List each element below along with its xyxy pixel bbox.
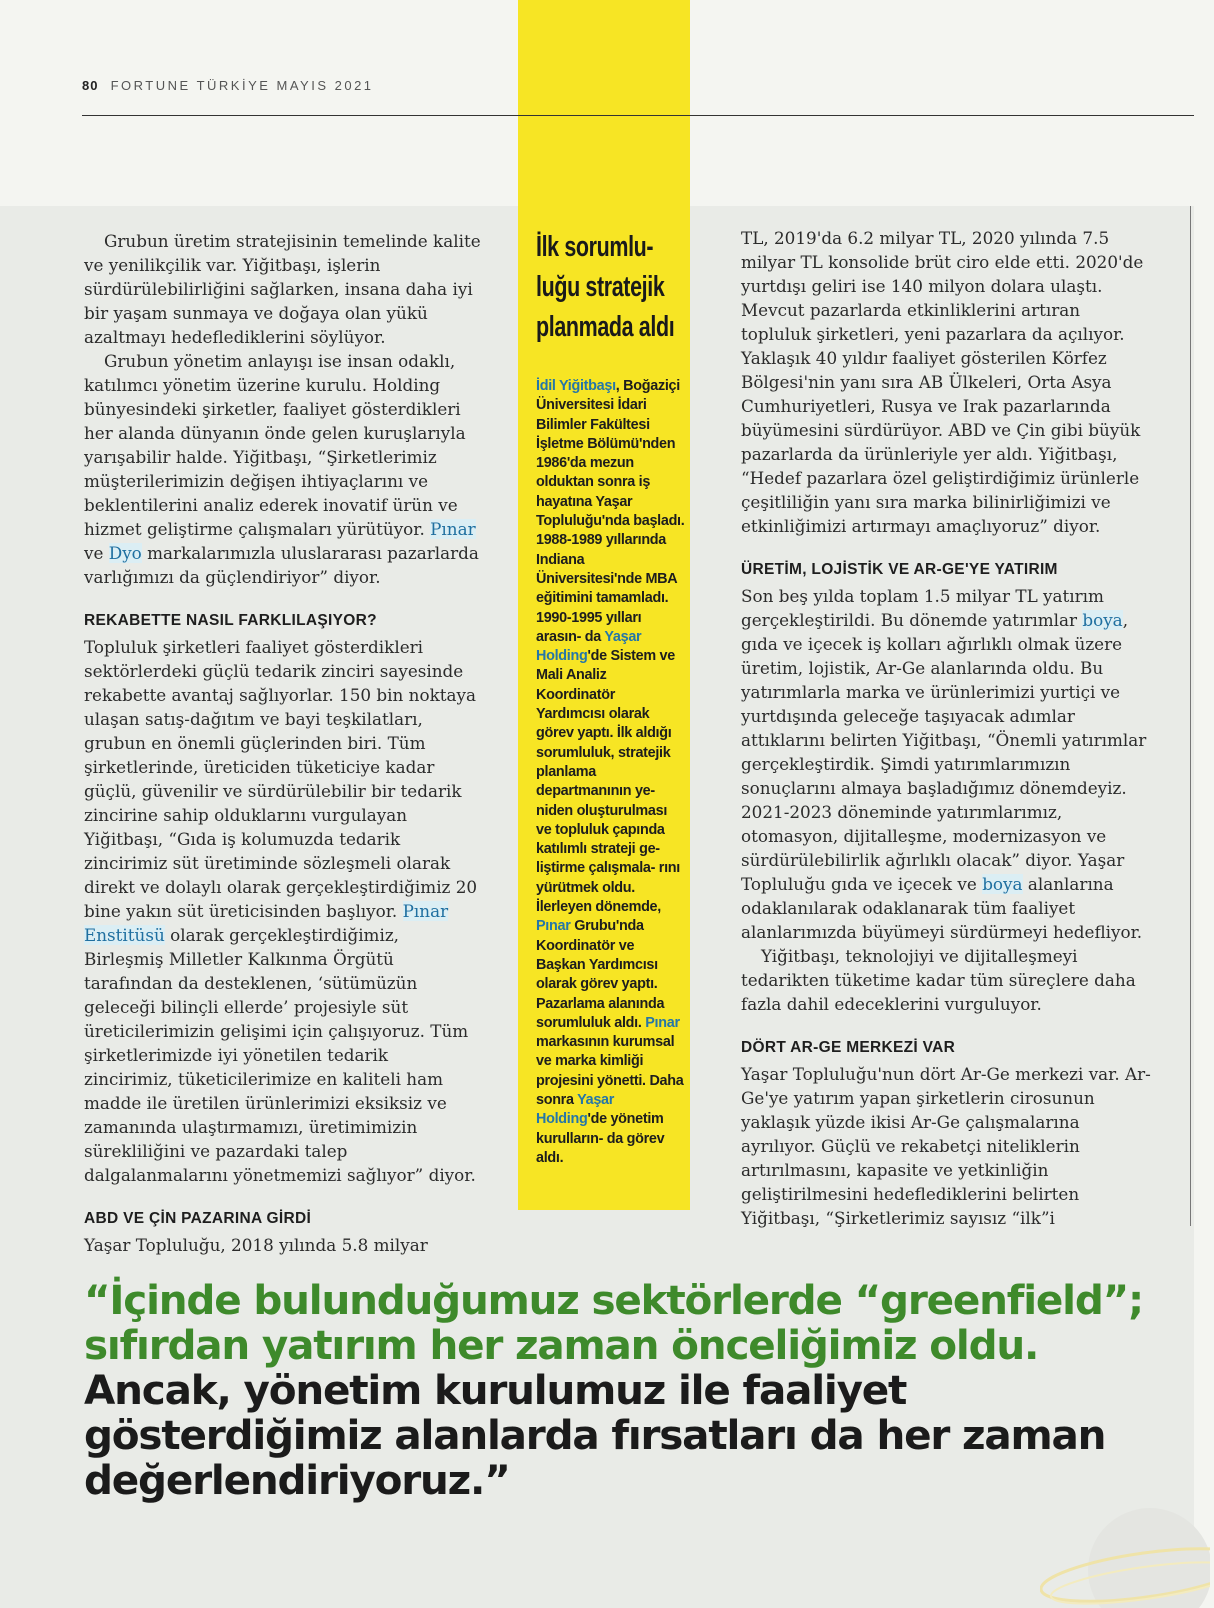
brand-highlight: Pınar bbox=[645, 1014, 680, 1031]
brand-highlight: Dyo bbox=[108, 543, 142, 563]
quote-line-green: sıfırdan yatırım her zaman önceliğimiz oldu. bbox=[84, 1321, 1039, 1369]
left-column bbox=[84, 229, 482, 1257]
section-heading: ÜRETİM, LOJİSTİK VE AR-GE'YE YATIRIM bbox=[741, 561, 1058, 578]
text-run: 'de Sistem ve Mali Analiz Koordinatör Yardımcısı olarak görev yaptı. İlk aldığı sorumluluk, stratejik planlama departmanının ye- niden oluşturulması ve topluluk çapında katılımlı strateji ge- liştirme çalışmala- rını yürütmek oldu. İlerleyen dönemde, bbox=[536, 648, 680, 916]
profile-sidebar bbox=[536, 227, 686, 1168]
running-header bbox=[82, 78, 374, 93]
quote-line: gösterdiğimiz alanlarda fırsatları da her zaman bbox=[84, 1411, 1106, 1459]
sidebar-title-text: İlk sorumlu- luğu stratejik planmada aldı bbox=[536, 231, 675, 343]
text-run: alanlarına odaklanılarak odaklanarak tüm faaliyet alanlarımızda büyümeyi sürdürmeyi hedefliyor. bbox=[741, 874, 1143, 942]
text-run: Grubun yönetim anlayışı ise insan odaklı, katılımcı yönetim üzerine kurulu. Holding bünyesindeki şirketler, faaliyet gösterdikleri her alanda dünyanın önde gelen kuruşlarıyla yarışabilir halde. Yiğitbaşı, “Şirketlerimiz müşterilerimizin değişen ihtiyaçlarını ve beklentilerini analiz ederek inovatif ürün ve hizmet geliştirme çalışmaları yürütüyor. bbox=[84, 351, 466, 539]
text-run: markalarımızla uluslararası pazarlarda varlığımızı da güçlendiriyor” diyor. bbox=[84, 543, 479, 587]
paragraph bbox=[84, 635, 482, 1187]
pull-quote bbox=[84, 1278, 1184, 1503]
brand-highlight: boya bbox=[982, 874, 1023, 894]
person-name: İdil Yiğitbaşı bbox=[536, 378, 616, 394]
sidebar-title bbox=[536, 227, 684, 347]
section-heading: ABD VE ÇİN PAZARINA GİRDİ bbox=[84, 1210, 312, 1227]
text-run: olarak gerçekleştirdiğimiz, Birleşmiş Milletler Kalkınma Örgütü tarafından da desteklenen, ‘sütümüzün geleceği bilinçli ellerde’ projesiyle süt üreticilerimizin gelişimi için çalışıyoruz. Tüm şirketlerimizde iyi yönetilen tedarik zincirimiz, tüketicilerimize en kaliteli ham madde ile üretilen ürünlerimizi eksiksiz ve zamanında ulaştırmamızı, üretimimizin sürekliliğini ve pazardaki talep dalgalanmalarını yönetmemizi sağlıyor” diyor. bbox=[84, 925, 476, 1185]
text-run: 'de yönetim kurulların- da görev aldı. bbox=[536, 1111, 665, 1166]
page-number: 80 bbox=[82, 78, 99, 93]
text-run: , gıda ve içecek iş kolları ağırlıklı olmak üzere üretim, lojistik, Ar-Ge alanlarında oldu. Bu yatırımlarla marka ve ürünlerimizi yurtiçi ve yurtdışında geleceğe taşıyacak adımlar attıklarını belirten Yiğitbaşı, “Önemli yatırımlar gerçekleştirdik. Şimdi yatırımlarımızın sonuçlarını almaya başladığımız dönemdeyiz. 2021-2023 döneminde yatırımlarımız, otomasyon, dijitalleşme, modernizasyon ve sürdürülebilirlik ağırlıklı olacak” diyor. Yaşar Topluluğu gıda ve içecek ve bbox=[741, 610, 1147, 894]
paragraph bbox=[741, 584, 1151, 944]
planet-decoration bbox=[1040, 1465, 1210, 1608]
header-divider bbox=[82, 115, 1194, 116]
paragraph: Grubun üretim stratejisinin temelinde kalite ve yenilikçilik var. Yiğitbaşı, işlerin sürdürülebilirliğini sağlarken, insana daha iyi bir yaşam sunmaya ve doğaya olan yükü azaltmayı hedeflediklerini söylüyor. bbox=[84, 231, 481, 347]
sidebar-body bbox=[536, 377, 686, 1168]
quote-line: Ancak, yönetim kurulumuz ile faaliyet bbox=[84, 1366, 907, 1414]
text-run: markasının kurumsal ve marka kimliği projesini yönetti. Daha sonra bbox=[536, 1034, 684, 1108]
paragraph: Yaşar Topluluğu, 2018 yılında 5.8 milyar bbox=[84, 1235, 428, 1255]
right-column bbox=[741, 226, 1151, 1230]
text-run: Grubu'nda Koordinatör ve Başkan Yardımcısı olarak görev yaptı. Pazarlama alanında sorumluluk aldı. bbox=[536, 918, 665, 1031]
section-heading: DÖRT AR-GE MERKEZİ VAR bbox=[741, 1039, 956, 1056]
brand-highlight: boya bbox=[1082, 610, 1123, 630]
publication-line: FORTUNE TÜRKİYE MAYIS 2021 bbox=[110, 78, 374, 93]
quote-line: değerlendiriyoruz.” bbox=[84, 1456, 510, 1504]
text-run: ve bbox=[84, 543, 109, 563]
paragraph: TL, 2019'da 6.2 milyar TL, 2020 yılında 7.5 milyar TL konsolide brüt ciro elde etti. 2020'de yurtdışı geliri ise 140 milyon dolara ulaştı. Mevcut pazarlarda etkinliklerini artıran topluluk şirketleri, yeni pazarlara da açılıyor. Yaklaşık 40 yıldır faaliyet gösterilen Körfez Bölgesi'nin yanı sıra AB Ülkeleri, Orta Asya Cumhuriyetleri, Rusya ve Irak pazarlarında büyümesini sürdürüyor. ABD ve Çin gibi büyük pazarlarda da ürünleriyle yer aldı. Yiğitbaşı, “Hedef pazarlara özel geliştirdiğimiz ürünlerle çeşitliliğin yanı sıra marka bilinirliğimizi ve etkinliğimizi artırmayı amaçlıyoruz” diyor. bbox=[741, 228, 1144, 536]
brand-highlight: Pınar bbox=[430, 519, 476, 539]
text-run: Son beş yılda toplam 1.5 milyar TL yatırım gerçekleştirildi. Bu dönemde yatırımlar bbox=[741, 586, 1104, 630]
brand-highlight: Pınar Enstitüsü bbox=[84, 901, 449, 945]
text-run: Topluluk şirketleri faaliyet gösterdikleri sektörlerdeki güçlü tedarik zinciri sayesinde rekabette avantaj sağlıyorlar. 150 bin noktaya ulaşan satış-dağıtım ve bayi teşkilatları, grubun en önemli güçlerinden biri. Tüm şirketlerinde, üreticiden tüketiciye kadar güçlü, güvenilir ve sürdürülebilir bir tedarik zincirine sahip olduklarını vurgulayan Yiğitbaşı, “Gıda iş kolumuzda tedarik zincirimiz süt üretiminde sözleşmeli olarak direkt ve dolaylı olarak gerçekleştirdiğimiz 20 bine yakın süt üreticisinden başlıyor. bbox=[84, 637, 478, 921]
brand-highlight: Pınar bbox=[536, 918, 571, 935]
paragraph bbox=[84, 349, 482, 589]
quote-line-green: “İçinde bulunduğumuz sektörlerde “greenfield”; bbox=[84, 1276, 1144, 1324]
section-heading: REKABETTE NASIL FARKLILAŞIYOR? bbox=[84, 612, 377, 629]
brand-highlight: Yaşar Holding bbox=[536, 1091, 615, 1128]
column-rule bbox=[1190, 206, 1191, 1226]
brand-highlight: Yaşar Holding bbox=[536, 628, 642, 665]
text-run: , Boğaziçi Üniversitesi İdari Bilimler Fakültesi İşletme Bölümü'nden 1986'da mezun olduktan sonra iş hayatına Yaşar Topluluğu'nda başladı. 1988-1989 yıllarında Indiana Üniversitesi'nde MBA eğitimini tamamladı. 1990-1995 yılları arasın- da bbox=[536, 378, 685, 645]
paragraph: Yiğitbaşı, teknolojiyi ve dijitalleşmeyi tedarikten tüketime kadar tüm süreçlere daha fazla dahil edeceklerini vurguluyor. bbox=[741, 946, 1136, 1014]
paragraph: Yaşar Topluluğu'nun dört Ar-Ge merkezi var. Ar-Ge'ye yatırım yapan şirketlerin cirosunun yaklaşık yüzde ikisi Ar-Ge çalışmalarına ayrılıyor. Güçlü ve rekabetçi niteliklerin artırılmasını, kapasite ve yetkinliğin geliştirilmesini hedeflediklerini belirten Yiğitbaşı, “Şirketlerimiz sayısız “ilk”i bbox=[741, 1064, 1151, 1228]
